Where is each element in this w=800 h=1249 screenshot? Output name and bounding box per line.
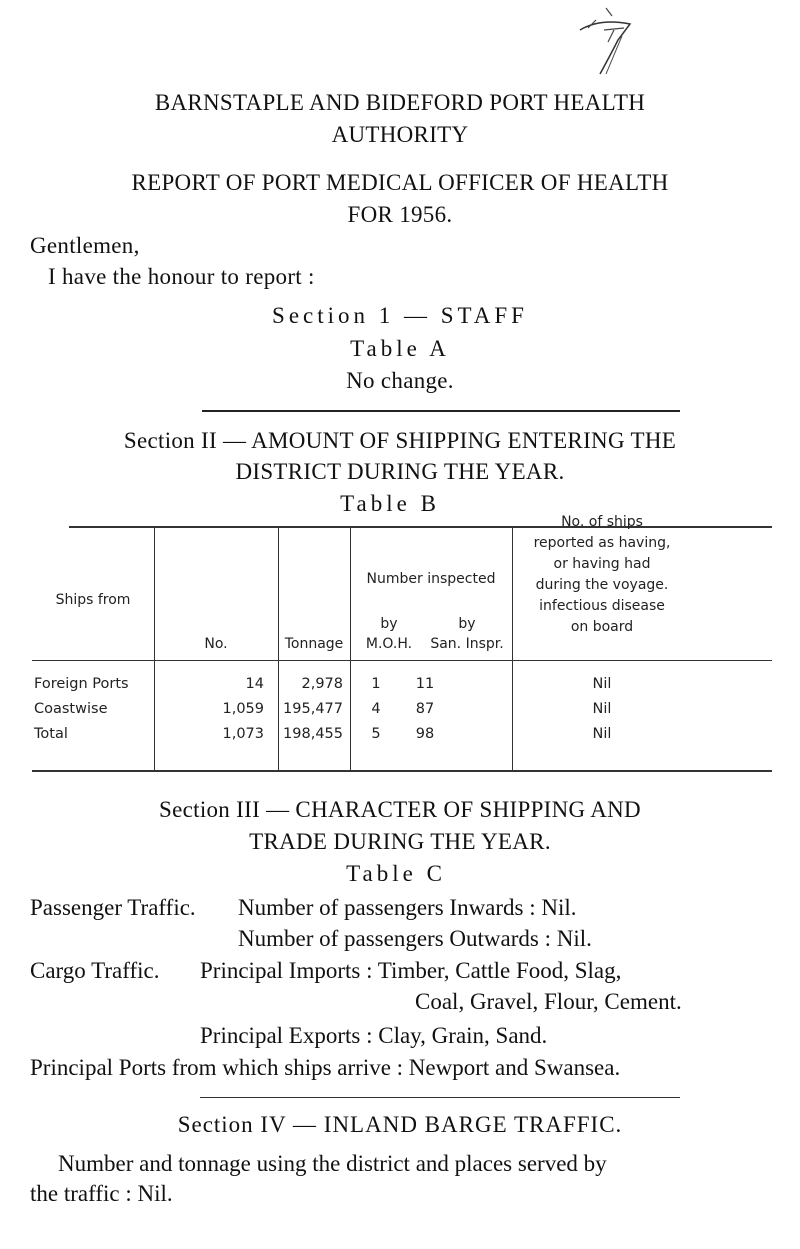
header-by-san-top: by	[458, 616, 476, 632]
row-from: Foreign Ports	[34, 676, 129, 692]
row-san: 87	[415, 701, 435, 717]
divider	[200, 1097, 680, 1098]
principal-ports: Principal Ports from which ships arrive : Newport and Swansea.	[30, 1055, 621, 1080]
row-from: Coastwise	[34, 701, 108, 717]
header-disease-line: on board	[570, 619, 634, 635]
passengers-inwards: Number of passengers Inwards : Nil.	[238, 895, 577, 920]
row-tonnage: 198,455	[283, 726, 343, 742]
principal-exports: Principal Exports : Clay, Grain, Sand.	[200, 1023, 548, 1048]
section4-body-line2: the traffic : Nil.	[30, 1181, 173, 1206]
header-ships-from: Ships from	[55, 592, 131, 608]
shipping-table	[32, 512, 772, 772]
header-disease-line: reported as having,	[533, 535, 671, 551]
header-disease-line: infectious disease	[539, 598, 665, 614]
table-b-label: Table B	[340, 491, 440, 516]
section2-heading-line2: DISTRICT DURING THE YEAR.	[235, 459, 565, 484]
passenger-traffic-label: Passenger Traffic.	[30, 895, 196, 920]
report-title-line1: REPORT OF PORT MEDICAL OFFICER OF HEALTH	[131, 170, 669, 195]
passengers-outwards: Number of passengers Outwards : Nil.	[238, 926, 592, 951]
intro-text: I have the honour to report :	[48, 264, 315, 289]
header-by-san: San. Inspr.	[430, 636, 504, 652]
table-c-label: Table C	[346, 861, 446, 886]
report-title-line2: FOR 1956.	[347, 202, 453, 227]
row-no: 14	[245, 676, 264, 692]
header-disease	[512, 512, 692, 638]
row-disease: Nil	[592, 726, 612, 742]
section3-heading-line2: TRADE DURING THE YEAR.	[249, 829, 551, 854]
table-a-label: Table A	[350, 336, 450, 361]
authority-title-line2: AUTHORITY	[331, 122, 469, 147]
row-disease: Nil	[592, 676, 612, 692]
row-moh: 1	[371, 676, 381, 692]
table-bottom-rule	[32, 770, 772, 772]
col-divider	[350, 526, 351, 770]
header-disease-line: during the voyage.	[535, 577, 669, 593]
header-disease-line: or having had	[553, 556, 651, 572]
salutation: Gentlemen,	[30, 233, 140, 258]
row-disease: Nil	[592, 701, 612, 717]
row-tonnage: 195,477	[283, 701, 343, 717]
principal-imports: Principal Imports : Timber, Cattle Food, Slag,	[200, 958, 622, 983]
header-by-moh-top: by	[380, 616, 398, 632]
authority-title-line1: BARNSTAPLE AND BIDEFORD PORT HEALTH	[154, 90, 646, 115]
row-no: 1,059	[222, 701, 264, 717]
section1-heading: Section 1 — STAFF	[272, 303, 528, 328]
header-disease-line: No. of ships	[561, 514, 643, 530]
section2-heading-line1: Section II — AMOUNT OF SHIPPING ENTERING THE	[123, 428, 677, 453]
section4-body-line1: Number and tonnage using the district and places served by	[58, 1151, 607, 1176]
row-from: Total	[34, 726, 68, 742]
section3-heading-line1: Section III — CHARACTER OF SHIPPING AND	[159, 797, 641, 822]
row-no: 1,073	[222, 726, 264, 742]
row-san: 11	[415, 676, 435, 692]
section1-body: No change.	[346, 368, 454, 393]
pencil-mark	[560, 0, 650, 80]
table-header-rule	[32, 660, 772, 661]
section4-heading: Section IV — INLAND BARGE TRAFFIC.	[177, 1112, 623, 1137]
header-tonnage: Tonnage	[284, 636, 344, 652]
row-moh: 5	[371, 726, 381, 742]
header-no: No.	[204, 636, 228, 652]
cargo-traffic-label: Cargo Traffic.	[30, 958, 160, 983]
row-san: 98	[415, 726, 435, 742]
row-moh: 4	[371, 701, 381, 717]
header-number-inspected: Number inspected	[366, 571, 496, 587]
row-tonnage: 2,978	[301, 676, 343, 692]
divider	[202, 410, 680, 412]
header-by-moh: M.O.H.	[365, 636, 413, 652]
principal-imports-cont: Coal, Gravel, Flour, Cement.	[415, 989, 682, 1014]
